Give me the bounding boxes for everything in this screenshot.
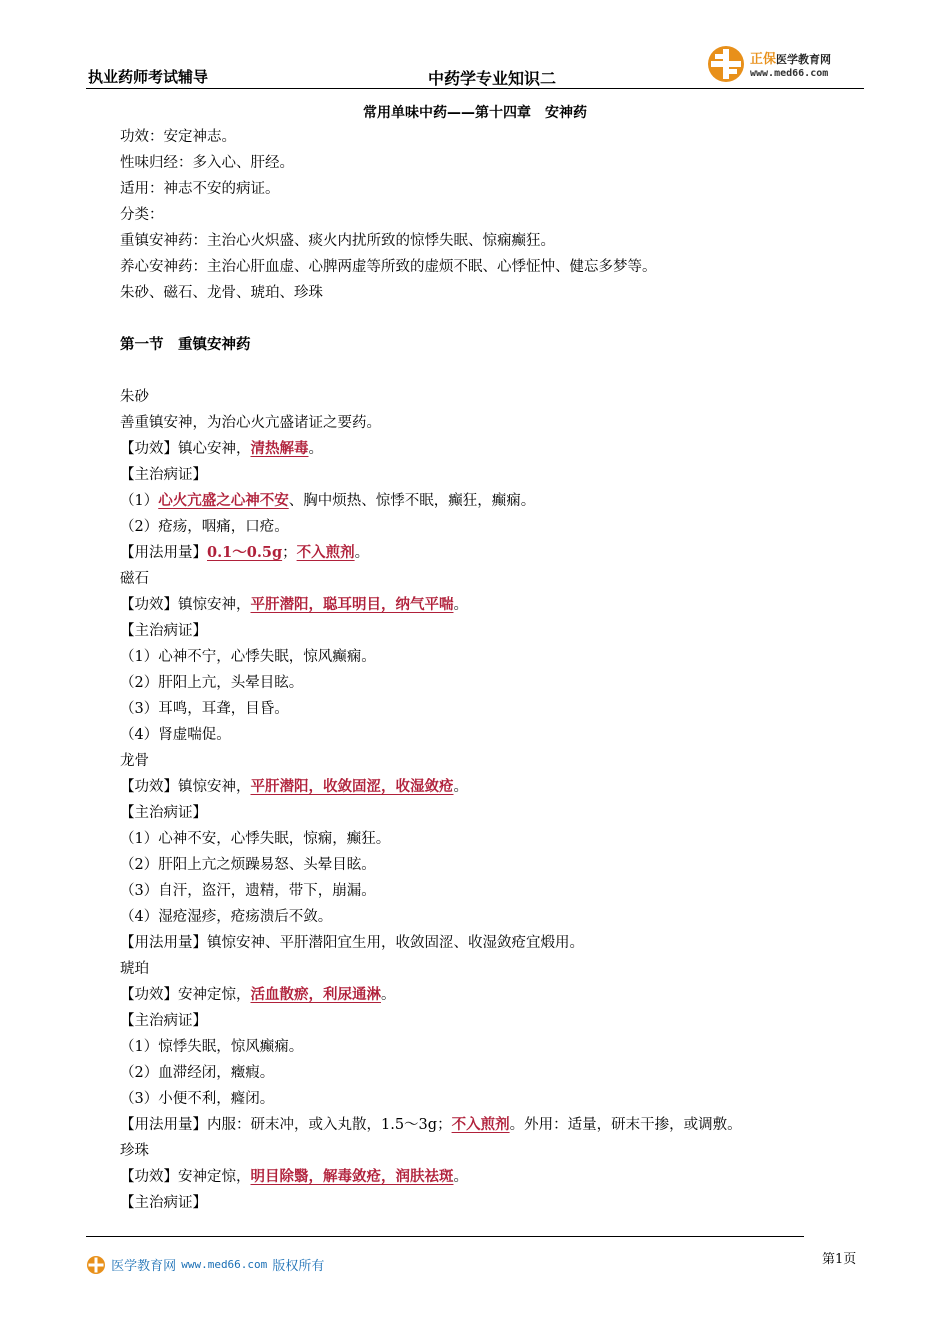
highlighted-term: 清热解毒 bbox=[250, 440, 309, 457]
text-line: （2）肝阳上亢，头晕目眩。 bbox=[120, 675, 304, 691]
text-line: 珍珠 bbox=[120, 1143, 149, 1159]
text-line: 重镇安神药：主治心火炽盛、痰火内扰所致的惊悸失眠、惊痫癫狂。 bbox=[120, 233, 555, 249]
text-line: 龙骨 bbox=[120, 753, 149, 769]
text-span: 。 bbox=[308, 441, 323, 457]
text-line: 磁石 bbox=[120, 571, 149, 587]
text-span: 、胸中烦热、惊悸不眠，癫狂，癫痫。 bbox=[288, 493, 536, 509]
text-line: 朱砂 bbox=[120, 389, 149, 405]
blank-line bbox=[120, 306, 840, 332]
text-span: 。 bbox=[453, 779, 468, 795]
text-line: （3）耳鸣，耳聋，目昏。 bbox=[120, 701, 289, 717]
text-line bbox=[120, 1164, 840, 1190]
text-line: 【用法用量】镇惊安神、平肝潜阳宜生用，收敛固涩、收湿敛疮宜煅用。 bbox=[120, 935, 584, 951]
header-center-title: 中药学专业知识二 bbox=[428, 69, 557, 88]
text-line bbox=[120, 488, 840, 514]
text-span: （1） bbox=[120, 493, 159, 509]
text-span: 【功效】镇心安神， bbox=[120, 441, 251, 457]
text-span: 。 bbox=[453, 597, 468, 613]
document-body bbox=[120, 124, 840, 1216]
text-line: 【主治病证】 bbox=[120, 1195, 207, 1211]
cross-circle-logo-icon bbox=[86, 1255, 106, 1275]
text-line: （2）血滞经闭，癥瘕。 bbox=[120, 1065, 275, 1081]
highlighted-term: 心火亢盛之心神不安 bbox=[158, 492, 289, 509]
text-line: 【主治病证】 bbox=[120, 467, 207, 483]
text-span: 。 bbox=[354, 545, 370, 561]
blank-line bbox=[120, 358, 840, 384]
footer-rights: 版权所有 bbox=[272, 1259, 325, 1274]
logo-url: www.med66.com bbox=[750, 68, 829, 79]
header-left-title: 执业药师考试辅导 bbox=[88, 68, 209, 86]
logo-name-main: 正保 bbox=[750, 52, 777, 67]
text-span: 【用法用量】内服：研末冲，或入丸散，1.5～3g； bbox=[120, 1117, 452, 1133]
text-span: 【功效】镇惊安神， bbox=[120, 597, 251, 613]
text-line: 适用：神志不安的病证。 bbox=[120, 181, 280, 197]
text-line: （1）心神不宁，心悸失眠，惊风癫痫。 bbox=[120, 649, 376, 665]
footer-divider bbox=[86, 1236, 804, 1237]
text-line: 善重镇安神，为治心火亢盛诸证之要药。 bbox=[120, 415, 381, 431]
text-span: 。 bbox=[453, 1169, 468, 1185]
text-line: （4）湿疮湿疹，疮疡溃后不敛。 bbox=[120, 909, 333, 925]
text-line: （1）心神不安，心悸失眠，惊痫，癫狂。 bbox=[120, 831, 391, 847]
highlighted-term: 0.1～0.5g bbox=[207, 544, 283, 561]
highlighted-term: 不入煎剂 bbox=[296, 544, 355, 561]
text-span: 【用法用量】 bbox=[120, 545, 207, 561]
highlighted-term: 明目除翳，解毒敛疮，润肤祛斑 bbox=[250, 1168, 454, 1185]
text-span: 【功效】镇惊安神， bbox=[120, 779, 251, 795]
highlighted-term: 活血散瘀，利尿通淋 bbox=[250, 986, 381, 1003]
brand-logo bbox=[706, 44, 866, 86]
highlighted-term: 不入煎剂 bbox=[451, 1116, 510, 1133]
section-heading: 第一节 重镇安神药 bbox=[120, 337, 251, 353]
text-line bbox=[120, 982, 840, 1008]
text-line: （4）肾虚喘促。 bbox=[120, 727, 231, 743]
footer-brand bbox=[86, 1254, 324, 1278]
text-line: 养心安神药：主治心肝血虚、心脾两虚等所致的虚烦不眠、心悸怔忡、健忘多梦等。 bbox=[120, 259, 657, 275]
text-span: 【功效】安神定惊， bbox=[120, 1169, 251, 1185]
logo-name-sub: 医学教育网 bbox=[776, 53, 832, 66]
text-line bbox=[120, 540, 840, 566]
logo-brand-name bbox=[750, 48, 831, 67]
text-line: 【主治病证】 bbox=[120, 1013, 207, 1029]
text-line: 功效：安定神志。 bbox=[120, 129, 236, 145]
page-number: 第1页 bbox=[822, 1252, 857, 1267]
chapter-title: 常用单味中药——第十四章 安神药 bbox=[363, 105, 587, 121]
cross-circle-logo-icon bbox=[706, 44, 746, 84]
text-line: 朱砂、磁石、龙骨、琥珀、珍珠 bbox=[120, 285, 323, 301]
text-line bbox=[120, 1112, 840, 1138]
text-line: （2）疮疡，咽痛，口疮。 bbox=[120, 519, 289, 535]
highlighted-term: 平肝潜阳，收敛固涩，收湿敛疮 bbox=[250, 778, 454, 795]
footer-brand-name: 医学教育网 bbox=[111, 1259, 177, 1274]
text-span: 。 bbox=[381, 987, 396, 1003]
header-divider bbox=[86, 88, 864, 89]
text-span: 【功效】安神定惊， bbox=[120, 987, 251, 1003]
text-line: （3）自汗，盗汗，遗精，带下，崩漏。 bbox=[120, 883, 376, 899]
text-line bbox=[120, 774, 840, 800]
text-line: 性味归经：多入心、肝经。 bbox=[120, 155, 294, 171]
text-span: 。外用：适量，研末干掺，或调敷。 bbox=[509, 1117, 742, 1133]
footer-url[interactable]: www.med66.com bbox=[181, 1258, 268, 1271]
text-line: 【主治病证】 bbox=[120, 623, 207, 639]
text-span: ； bbox=[282, 545, 297, 561]
highlighted-term: 平肝潜阳，聪耳明目，纳气平喘 bbox=[250, 596, 454, 613]
text-line: 琥珀 bbox=[120, 961, 149, 977]
text-line: （1）惊悸失眠，惊风癫痫。 bbox=[120, 1039, 304, 1055]
text-line: 【主治病证】 bbox=[120, 805, 207, 821]
text-line bbox=[120, 436, 840, 462]
text-line bbox=[120, 592, 840, 618]
text-line: （3）小便不利，癃闭。 bbox=[120, 1091, 275, 1107]
text-line: 分类： bbox=[120, 207, 164, 223]
text-line: （2）肝阳上亢之烦躁易怒、头晕目眩。 bbox=[120, 857, 376, 873]
